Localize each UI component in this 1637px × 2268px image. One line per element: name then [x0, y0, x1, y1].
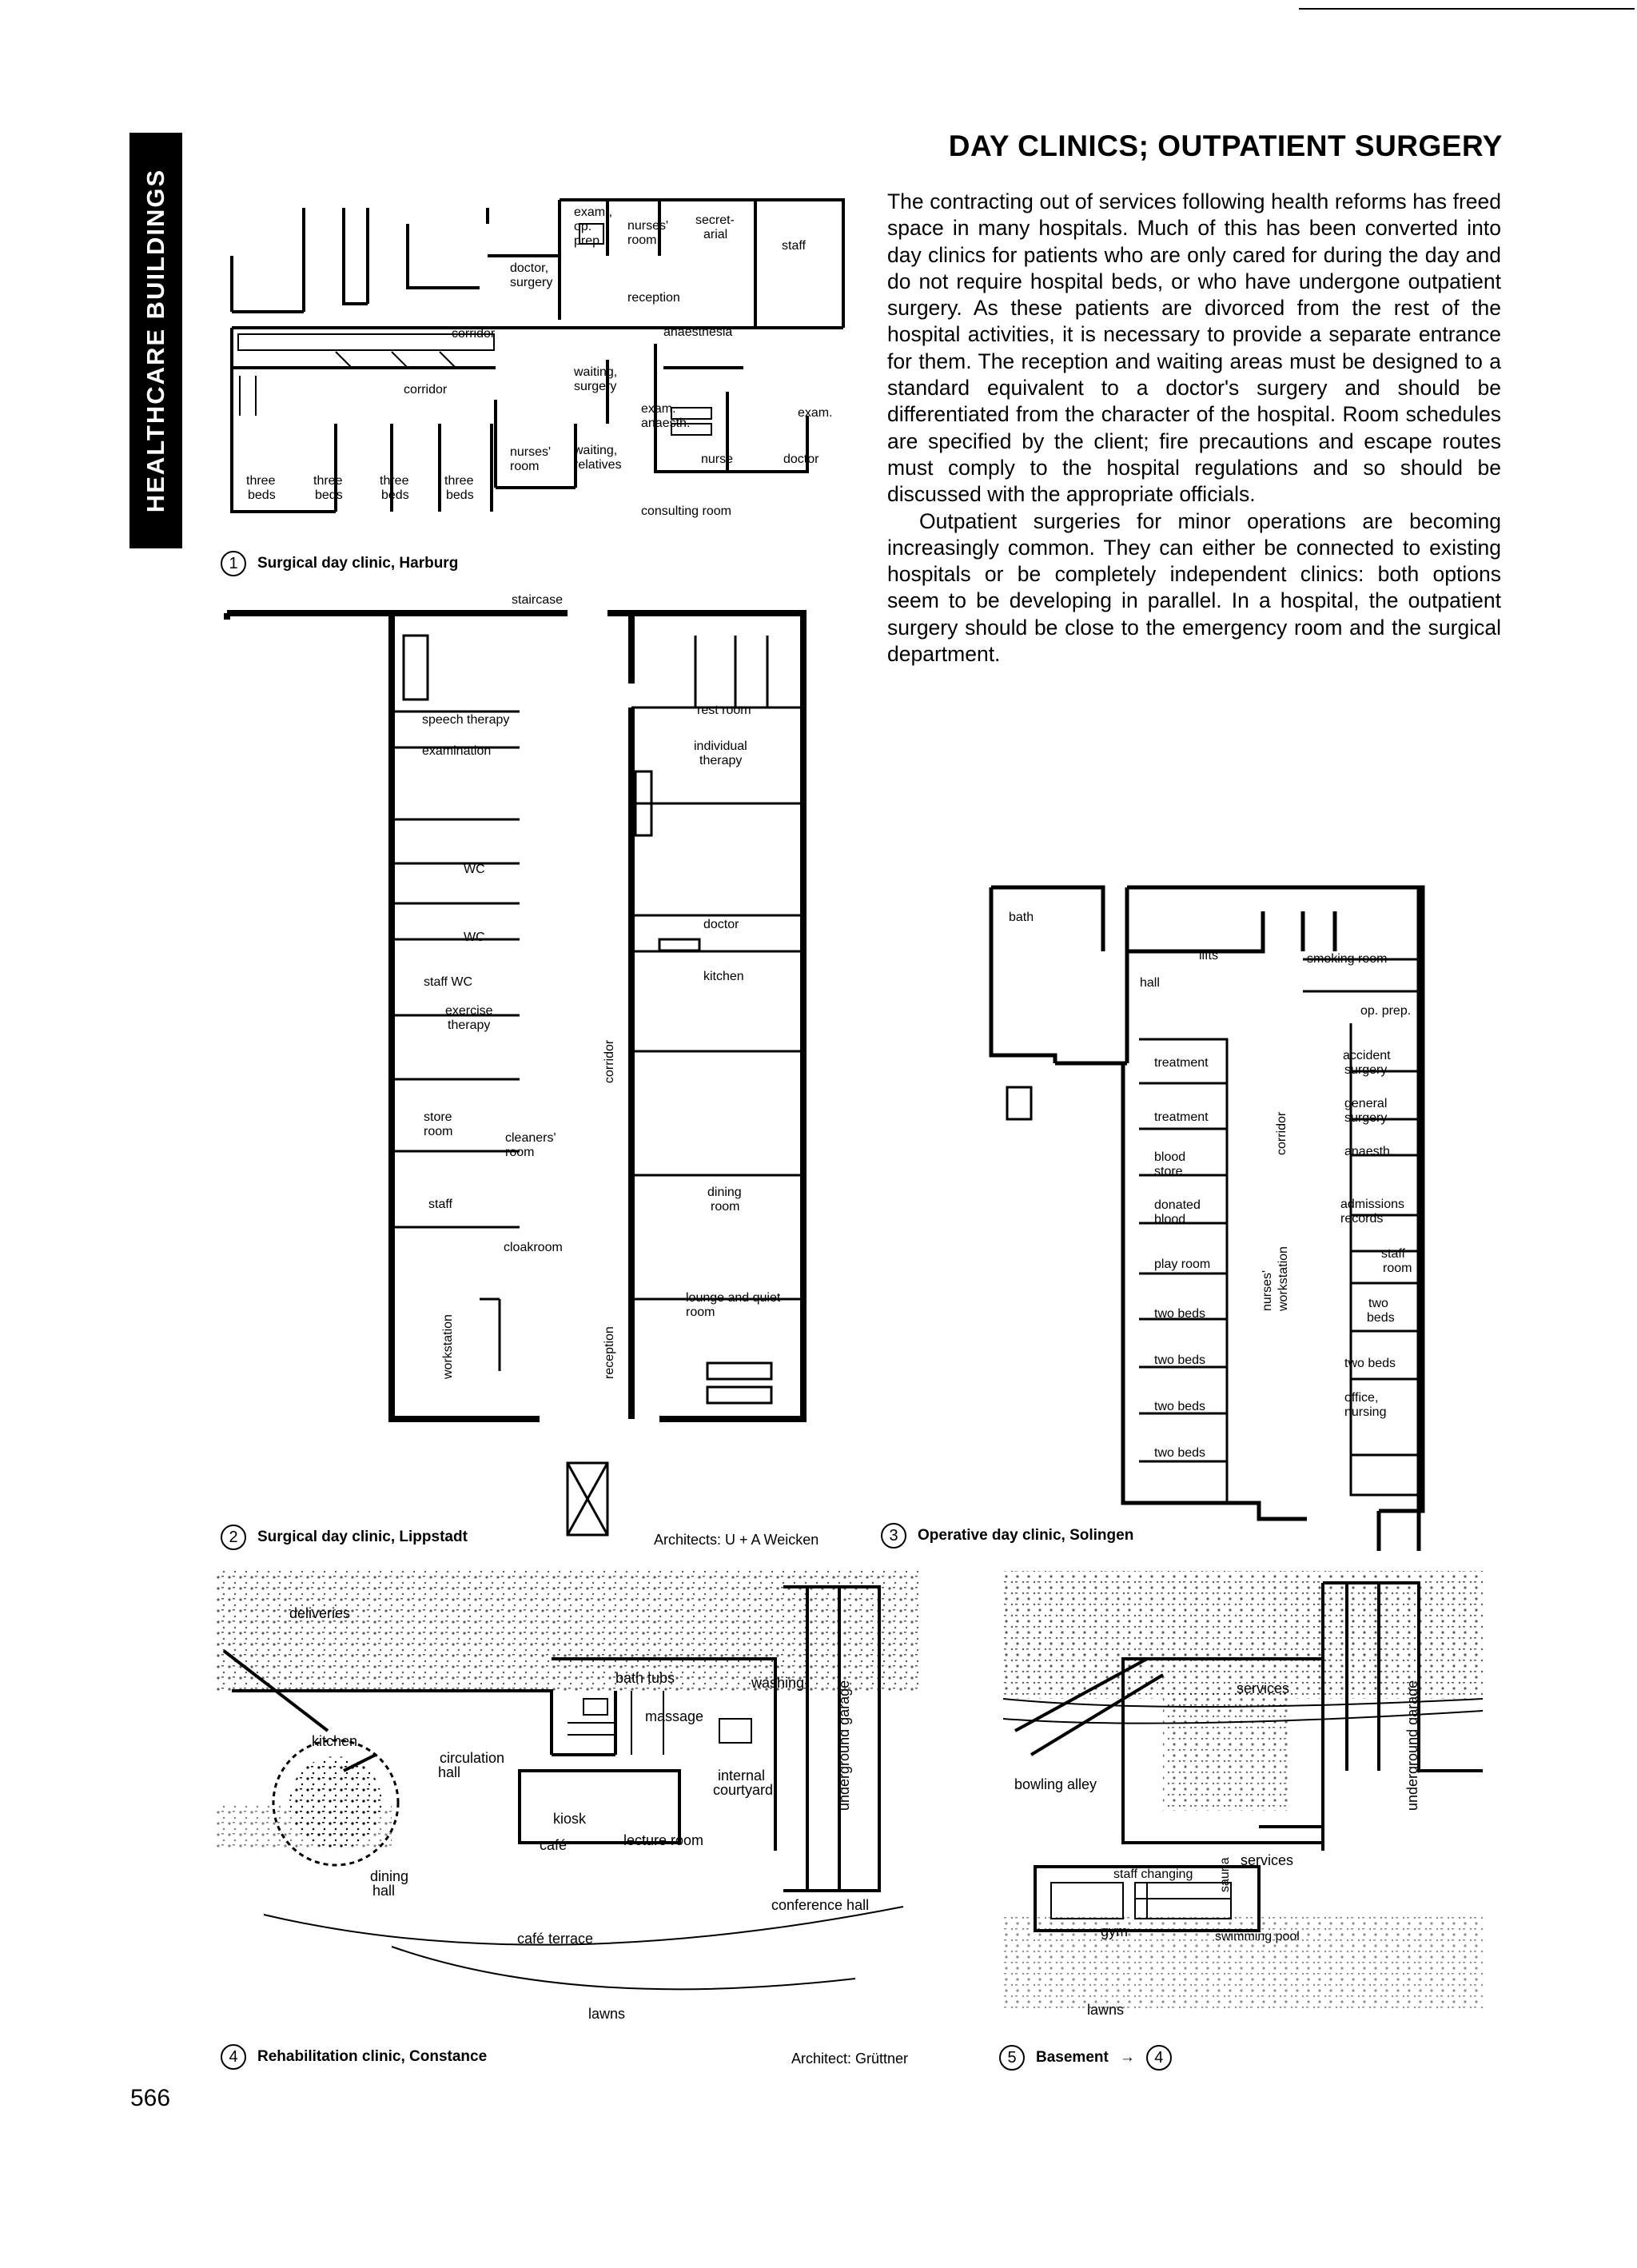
- label: staff: [782, 239, 806, 253]
- label: room: [505, 1146, 535, 1159]
- label: consulting room: [641, 504, 731, 518]
- label: kiosk: [553, 1811, 587, 1827]
- label: surgery: [1344, 1063, 1388, 1077]
- label: blood: [1154, 1150, 1186, 1164]
- figure-1-plan: [224, 192, 863, 536]
- label: speech therapy: [422, 713, 510, 727]
- label: staff WC: [424, 975, 473, 989]
- top-rule: [1299, 8, 1635, 10]
- label: treatment: [1154, 1056, 1209, 1070]
- page-title: DAY CLINICS; OUTPATIENT SURGERY: [948, 130, 1503, 162]
- section-tab-label: HEALTHCARE BUILDINGS: [141, 168, 169, 513]
- paragraph-1: The contracting out of services following health reforms has freed space in many hospitals. Much of this has been converted into day clinics for patients who are only cared for during the day and do not require hospital beds, or who have undergone outpatient surgery. As these patients are divorced from the rest of the hospital activities, it is necessary to provide a separate entrance for them. The reception and waiting areas must be designed to a standard equivalent to a doctor's surgery and should be differentiated from the character of the hospital. Room schedules are specified by the client; fire precautions and escape routes must comply to the hospital regulations and so should be discussed with the appropriate officials.: [887, 189, 1501, 507]
- label: kitchen: [312, 1733, 358, 1749]
- label: bowling alley: [1014, 1776, 1097, 1792]
- label: dining: [707, 1186, 742, 1199]
- label: smoking room: [1307, 952, 1388, 966]
- label: examination: [422, 744, 492, 758]
- label: sauna: [1218, 1857, 1232, 1892]
- figure-2-caption: [221, 1525, 468, 1550]
- label: waiting,: [574, 365, 618, 379]
- label: doctor: [783, 452, 819, 466]
- figure-5-caption: [999, 2045, 1172, 2071]
- figure-5-title: Basement: [1036, 2049, 1109, 2066]
- label: room: [686, 1305, 715, 1319]
- label: prep.: [574, 234, 603, 248]
- label: cleaners': [505, 1131, 556, 1145]
- figure-1-title: Surgical day clinic, Harburg: [257, 555, 459, 572]
- label: corridor: [452, 327, 496, 341]
- label: records: [1340, 1212, 1384, 1226]
- label: swimming pool: [1215, 1930, 1300, 1943]
- label: surgery: [1344, 1111, 1388, 1125]
- label: nursing: [1344, 1405, 1387, 1419]
- label: washing: [751, 1675, 805, 1691]
- label: two beds: [1154, 1307, 1206, 1321]
- body-text: [887, 189, 1501, 668]
- label: room: [510, 460, 540, 473]
- label: op. prep.: [1360, 1004, 1412, 1018]
- label: underground garage: [1404, 1680, 1420, 1811]
- label: op.: [574, 220, 592, 233]
- label: room: [627, 233, 657, 247]
- label: anaesth.: [1344, 1145, 1394, 1158]
- label: café terrace: [517, 1931, 594, 1947]
- label: café: [540, 1837, 568, 1853]
- label: lounge and quiet: [686, 1291, 781, 1305]
- label: services: [1241, 1852, 1294, 1868]
- label: three: [313, 474, 343, 488]
- figure-1-number: 1: [221, 551, 246, 576]
- label: nurse: [701, 452, 734, 466]
- label: corridor: [603, 1039, 616, 1083]
- label: lecture room: [623, 1832, 704, 1848]
- label: beds: [381, 488, 409, 502]
- label: circulation: [440, 1750, 505, 1766]
- figure-4-title: Rehabilitation clinic, Constance: [257, 2048, 488, 2065]
- label: beds: [1367, 1311, 1395, 1325]
- label: rest room: [697, 704, 751, 717]
- label: nurses': [627, 219, 669, 233]
- label: secret-: [695, 213, 735, 227]
- label: reception: [627, 291, 680, 305]
- label: doctor,: [510, 261, 549, 275]
- label: corridor: [404, 383, 448, 397]
- label: play room: [1154, 1258, 1211, 1271]
- label: donated: [1154, 1198, 1201, 1212]
- label: individual: [694, 739, 747, 753]
- figure-1-caption: [221, 551, 458, 576]
- label: nurses': [510, 445, 552, 459]
- label: store: [424, 1110, 452, 1124]
- figure-4-caption: [221, 2044, 487, 2070]
- label: surgery: [574, 380, 617, 393]
- label: store: [1154, 1165, 1183, 1178]
- label: dining: [370, 1868, 409, 1884]
- label: beds: [248, 488, 276, 502]
- figure-3-title: Operative day clinic, Solingen: [918, 1527, 1134, 1544]
- label: exam.,: [574, 205, 613, 219]
- label: treatment: [1154, 1110, 1209, 1124]
- label: three: [246, 474, 276, 488]
- label: lifts: [1199, 949, 1218, 963]
- figure-5-plan: [1003, 1563, 1495, 2027]
- section-tab: [129, 133, 182, 548]
- figure-5-ref: 4: [1146, 2045, 1172, 2071]
- figure-2-credit: Architects: U + A Weicken: [654, 1532, 819, 1548]
- label: room: [424, 1125, 453, 1138]
- label: therapy: [699, 754, 743, 767]
- label: internal: [718, 1768, 766, 1784]
- label: therapy: [448, 1018, 491, 1032]
- label: staff: [428, 1198, 452, 1211]
- label: massage: [645, 1708, 704, 1724]
- label: doctor: [703, 918, 739, 931]
- label: admissions: [1340, 1198, 1405, 1211]
- figure-5-number: 5: [999, 2045, 1025, 2071]
- label: kitchen: [703, 970, 744, 983]
- label: exam.: [641, 402, 676, 416]
- label: gym: [1101, 1923, 1129, 1939]
- label: two beds: [1154, 1353, 1206, 1367]
- figure-3-plan: [983, 879, 1431, 1551]
- label: two beds: [1154, 1400, 1206, 1413]
- label: WC: [464, 931, 485, 944]
- label: corridor: [1275, 1111, 1288, 1155]
- label: anaesth.: [641, 417, 691, 430]
- figure-4-number: 4: [221, 2044, 246, 2070]
- page-number: 566: [130, 2085, 171, 2111]
- label: two beds: [1154, 1446, 1206, 1460]
- label: two: [1368, 1297, 1388, 1310]
- arrow-icon: →: [1119, 2049, 1135, 2066]
- label: relatives: [574, 458, 622, 472]
- label: exam.: [798, 406, 833, 420]
- figure-3-caption: [881, 1523, 1133, 1549]
- figure-2-number: 2: [221, 1525, 246, 1550]
- label: arial: [703, 228, 728, 241]
- label: waiting,: [574, 444, 618, 457]
- label: surgery: [510, 276, 553, 289]
- figure-2-title: Surgical day clinic, Lippstadt: [257, 1529, 468, 1545]
- label: three: [444, 474, 474, 488]
- label: services: [1237, 1680, 1290, 1696]
- figure-4-credit: Architect: Grüttner: [791, 2051, 909, 2067]
- label: bath: [1009, 911, 1034, 924]
- label: hall: [1140, 976, 1160, 990]
- label: beds: [315, 488, 343, 502]
- label: three: [380, 474, 409, 488]
- label: general: [1344, 1097, 1388, 1110]
- label: courtyard: [713, 1782, 774, 1798]
- label: blood: [1154, 1213, 1186, 1226]
- label: workstation: [441, 1314, 455, 1379]
- label: cloakroom: [504, 1241, 563, 1254]
- label: hall: [372, 1883, 396, 1899]
- paragraph-2: Outpatient surgeries for minor operations are becoming increasingly common. They can either be connected to existing hospitals or be completely independent clinics: both options seem to be developing in parallel. In a hospital, the outpatient surgery should be close to the emergency room and the surgical department.: [887, 508, 1501, 667]
- label: beds: [446, 488, 474, 502]
- label: staircase: [512, 593, 564, 607]
- label: reception: [603, 1326, 616, 1379]
- label: accident: [1343, 1049, 1391, 1062]
- figure-3-number: 3: [881, 1523, 906, 1549]
- label: staff: [1381, 1247, 1405, 1261]
- label: underground garage: [836, 1680, 852, 1811]
- label: room: [711, 1200, 740, 1214]
- label: workstation: [1277, 1246, 1290, 1311]
- label: hall: [438, 1764, 461, 1780]
- label: bath tubs: [615, 1670, 675, 1686]
- label: room: [1383, 1262, 1412, 1275]
- label: anaesthesia: [663, 325, 733, 339]
- label: conference hall: [771, 1897, 870, 1913]
- label: two beds: [1344, 1357, 1396, 1370]
- label: lawns: [1087, 2002, 1125, 2018]
- label: WC: [464, 863, 485, 876]
- figure-2-plan: [224, 588, 815, 1547]
- label: staff changing: [1113, 1867, 1193, 1881]
- label: exercise: [445, 1004, 493, 1018]
- figure-4-plan: [216, 1563, 927, 2027]
- label: deliveries: [289, 1605, 351, 1621]
- label: office,: [1344, 1391, 1379, 1405]
- label: lawns: [588, 2006, 626, 2022]
- label: nurses': [1261, 1270, 1274, 1311]
